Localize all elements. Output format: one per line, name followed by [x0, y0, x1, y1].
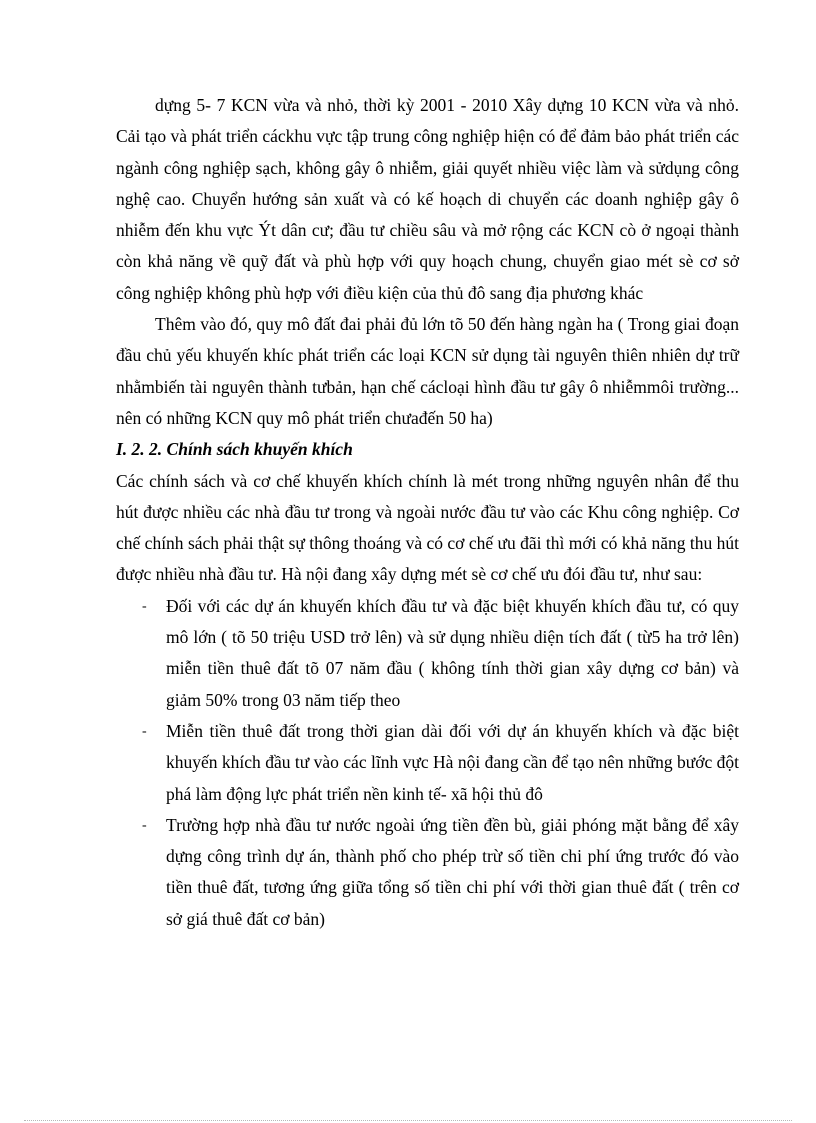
document-page: [116, 90, 739, 935]
list-item-text: Miễn tiền thuê đất trong thời gian dài đối với dự án khuyến khích và đặc biệt khuyến khích đầu tư vào các lĩnh vực Hà nội đang cần để tạo nên những bước đột phá làm động lực phát triển nền kinh tế- xã hội thủ đô: [166, 720, 739, 804]
bullet-dash-icon: -: [142, 817, 147, 833]
page-bottom-rule: [24, 1120, 792, 1121]
paragraph-kcn-development: dựng 5- 7 KCN vừa và nhỏ, thời kỳ 2001 - 2010 Xây dựng 10 KCN vừa và nhỏ. Cải tạo và phát triển cáckhu vực tập trung công nghiệp hiện có để đảm bảo phát triển các ngành công nghiệp sạch, không gây ô nhiễm, giải quyết nhiều việc làm và sửdụng công nghệ cao. Chuyển hướng sản xuất và có kế hoạch di chuyển các doanh nghiệp gây ô nhiễm đến khu vực Ýt dân cư; đầu tư chiều sâu và mở rộng các KCN cò ở ngoại thành còn khả năng về quỹ đất và phù hợp với quy hoạch chung, chuyển giao mét sè cơ sở công nghiệp không phù hợp với điều kiện của thủ đô sang địa phương khác: [116, 95, 739, 303]
bullet-dash-icon: -: [142, 598, 147, 614]
paragraph-incentive-policy: Các chính sách và cơ chế khuyến khích chính là mét trong những nguyên nhân để thu hút được nhiều các nhà đầu tư trong và ngoài nước đầu tư vào các Khu công nghiệp. Cơ chế chính sách phải thật sự thông thoáng và có cơ chế ưu đãi thì mới có khả năng thu hút được nhiều nhà đầu tư. Hà nội đang xây dựng mét sè cơ chế ưu đói đầu tư, như sau:: [116, 470, 739, 585]
incentive-list: [116, 591, 739, 935]
list-item-text: Đối với các dự án khuyến khích đầu tư và đặc biệt khuyến khích đầu tư, có quy mô lớn ( tõ 50 triệu USD trở lên) và sử dụng nhiều diện tích đất ( từ5 ha trở lên) miễn tiền thuê đất tõ 07 năm đầu ( không tính thời gian xây dựng cơ bản) và giảm 50% trong 03 năm tiếp theo: [166, 595, 739, 710]
paragraph-land-scale: Thêm vào đó, quy mô đất đai phải đủ lớn tõ 50 đến hàng ngàn ha ( Trong giai đoạn đầu chủ yếu khuyến khíc phát triển các loại KCN sử dụng tài nguyên thiên nhiên dự trữ nhằmbiến tài nguyên thành tưbản, hạn chế cácloại hình đầu tư gây ô nhiễmmôi trường... nên có những KCN quy mô phát triển chưađến 50 ha): [116, 314, 739, 428]
list-item-text: Trường hợp nhà đầu tư nước ngoài ứng tiền đền bù, giải phóng mặt bằng để xây dựng công trình dự án, thành phố cho phép trừ số tiền chi phí ứng trước đó vào tiền thuê đất, tương ứng giữa tổng số tiền chi phí với thời gian thuê đất ( trên cơ sở giá thuê đất cơ bản): [166, 814, 739, 929]
section-heading: I. 2. 2. Chính sách khuyến khích: [116, 439, 353, 460]
list-item: [116, 716, 739, 810]
list-item: [116, 591, 739, 716]
list-item: [116, 810, 739, 935]
bullet-dash-icon: -: [142, 723, 147, 739]
